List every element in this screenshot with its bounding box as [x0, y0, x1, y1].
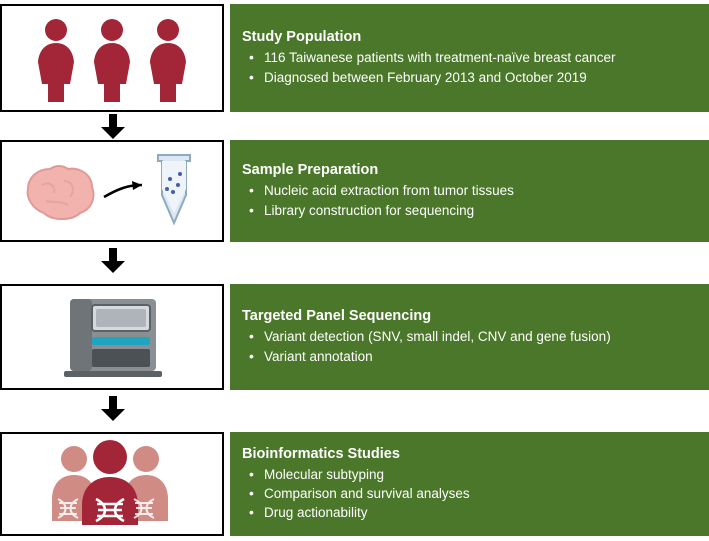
- microtube: [158, 155, 190, 223]
- list-item: • Comparison and survival analyses: [242, 485, 699, 503]
- bioinformatics-title: Bioinformatics Studies: [242, 445, 400, 462]
- list-item: • Drug actionability: [242, 504, 699, 522]
- sequencing-icon-box: [0, 284, 224, 390]
- list-item: • Diagnosed between February 2013 and October 2019: [242, 69, 699, 87]
- bioinformatics-icon-box: [0, 432, 224, 536]
- list-item: • Library construction for sequencing: [242, 202, 699, 220]
- down-arrow-icon: [98, 396, 128, 422]
- sample-preparation-icon-box: [0, 140, 224, 242]
- step-bioinformatics-studies: [0, 432, 709, 536]
- three-female-figures-icon: [12, 12, 212, 104]
- list-item: • Variant detection (SNV, small indel, CNV and gene fusion): [242, 328, 699, 346]
- list-item: • Molecular subtyping: [242, 466, 699, 484]
- tumor-blob: [28, 166, 94, 219]
- sequencing-bullets: [242, 328, 699, 366]
- study-population-title: Study Population: [242, 29, 362, 46]
- step-sample-preparation: [0, 140, 709, 242]
- sequencer-machine-icon: [12, 289, 212, 385]
- list-item: • 116 Taiwanese patients with treatment-naïve breast cancer: [242, 49, 699, 67]
- list-item: • Variant annotation: [242, 348, 699, 366]
- sequencing-title: Targeted Panel Sequencing: [242, 308, 432, 325]
- study-population-icon-box: [0, 4, 224, 112]
- sample-preparation-text-panel: [230, 140, 709, 242]
- step-targeted-panel-sequencing: [0, 284, 709, 390]
- sequencing-text-panel: [230, 284, 709, 390]
- study-population-bullets: [242, 49, 699, 87]
- sample-preparation-title: Sample Preparation: [242, 162, 379, 179]
- flow-arrow: [104, 181, 142, 197]
- sample-preparation-bullets: [242, 182, 699, 220]
- bioinformatics-bullets: [242, 466, 699, 524]
- down-arrow-icon: [98, 114, 128, 140]
- step-study-population: [0, 4, 709, 112]
- bioinformatics-text-panel: [230, 432, 709, 536]
- tumor-tissue-to-tube-icon: [12, 145, 212, 237]
- down-arrow-icon: [98, 248, 128, 274]
- list-item: • Nucleic acid extraction from tumor tissues: [242, 182, 699, 200]
- study-population-text-panel: [230, 4, 709, 112]
- people-with-dna-icon: [12, 437, 212, 531]
